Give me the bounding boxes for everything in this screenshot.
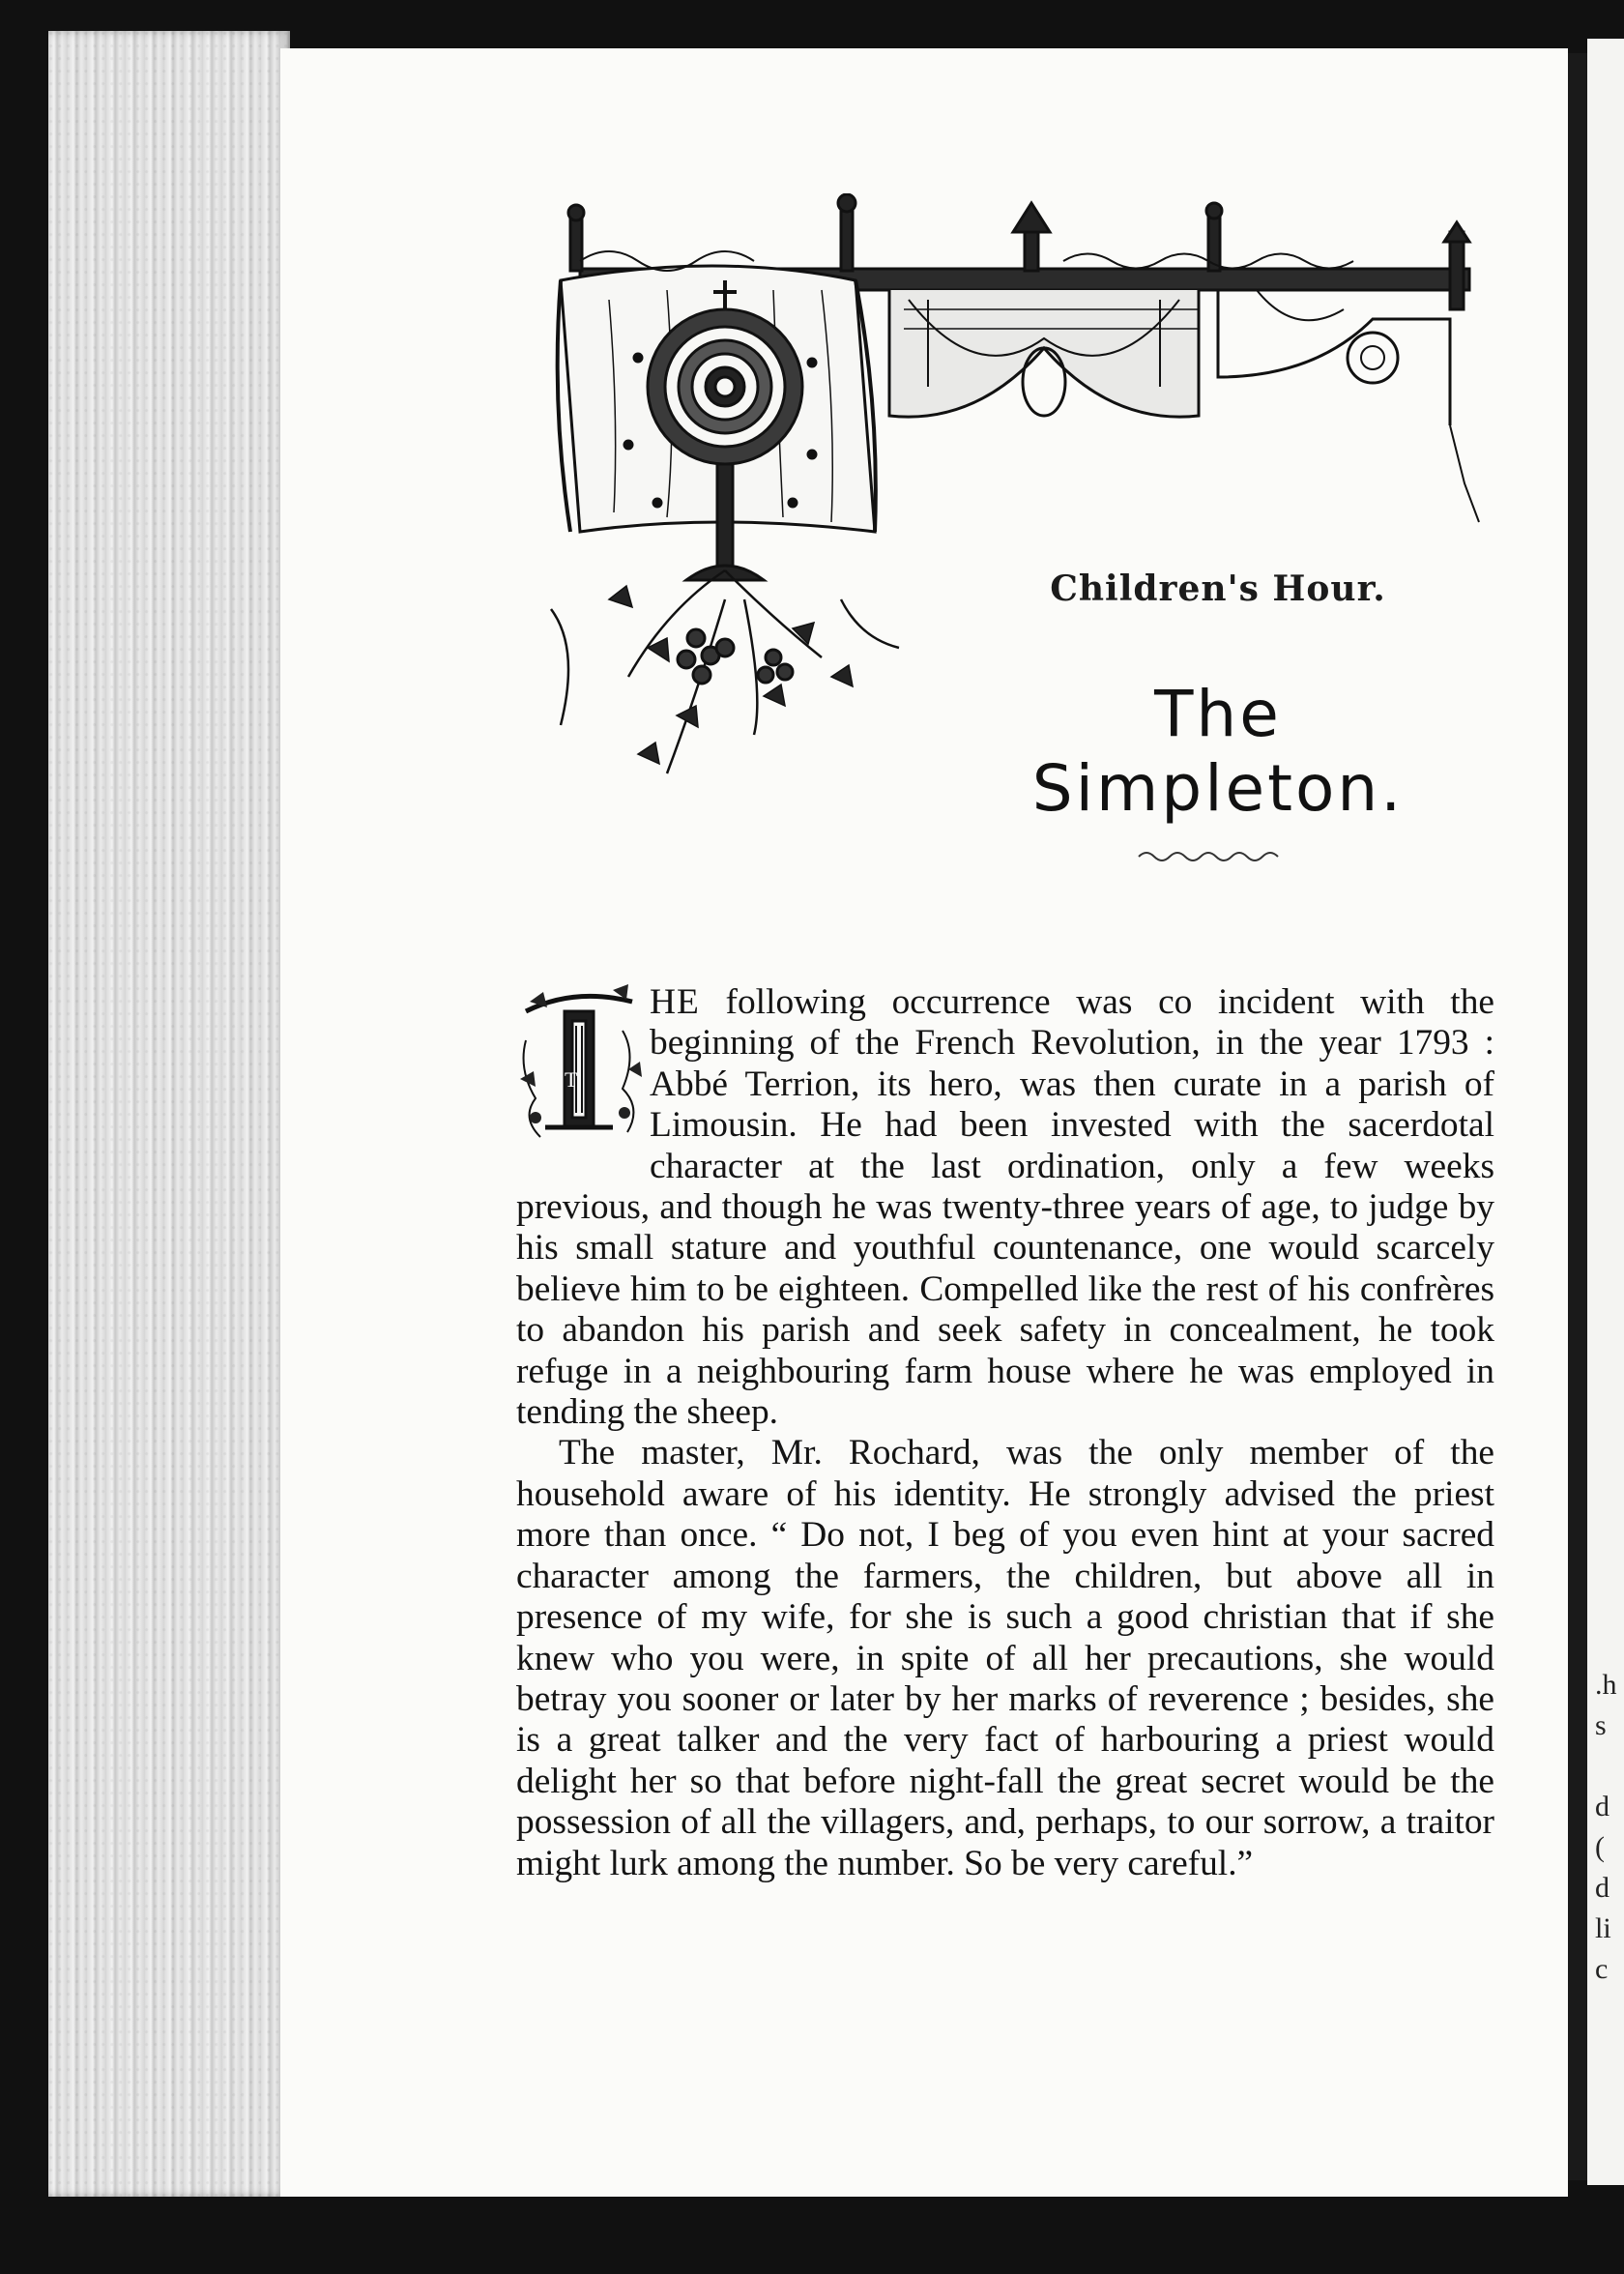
next-page-fragment: c [1595, 1953, 1609, 1985]
next-page-fragment: .h [1595, 1669, 1617, 1701]
paragraph-1 [516, 982, 1494, 1433]
title-divider-flourish [1137, 849, 1282, 864]
book-page-edges [48, 31, 290, 2197]
first-word-rest: HE [650, 982, 700, 1022]
page-gutter-shadow [1568, 53, 1587, 2180]
next-page-fragment: s [1595, 1709, 1607, 1741]
paragraph-2: The master, Mr. Rochard, was the only member of the household aware of his identity. He strongly advised the priest more than once. “ Do not, I beg of you even hint at your sacred character among the farmers, the children, but above all in presence of my wife, for she is such a good christian that if she knew who you were, in spite of all her precautions, she would betray you sooner or later by her marks of reverence ; besides, she is a great talker and the very fact of harbouring a priest would delight her so that before night-fall the great secret would be the possession of all the villagers, and, perhaps, to our sorrow, a traitor might lurk among the number. So be very careful.” [516, 1433, 1494, 1883]
next-page-fragment: d [1595, 1791, 1610, 1822]
next-page-edge [1587, 39, 1624, 2185]
next-page-fragment: ( [1595, 1831, 1605, 1863]
svg-text:T: T [565, 1067, 578, 1092]
article-body [516, 982, 1494, 1884]
next-page-fragment: d [1595, 1872, 1610, 1904]
paragraph-1-text: following occurrence was co incident with the beginning of the French Revolution, in the year 1793 : Abbé Terrion, its hero, was then curate in a parish of Limousin. He had been invested with the sacerdotal character at the last ordination, only a few weeks previous, and though he was twenty-three years of age, to judge by his small stature and youthful countenance, one would scarcely believe him to be eighteen. Compelled like the rest of his confrères to abandon his parish and seek safety in concealment, he took refuge in a neighbouring farm house where he was employed in tending the sheep. [516, 982, 1494, 1433]
article-title: The Simpleton. [1031, 677, 1405, 826]
dropcap-letter-illustration [516, 982, 644, 1147]
section-heading: Children's Hour. [1050, 568, 1386, 609]
next-page-fragment: li [1595, 1912, 1611, 1944]
